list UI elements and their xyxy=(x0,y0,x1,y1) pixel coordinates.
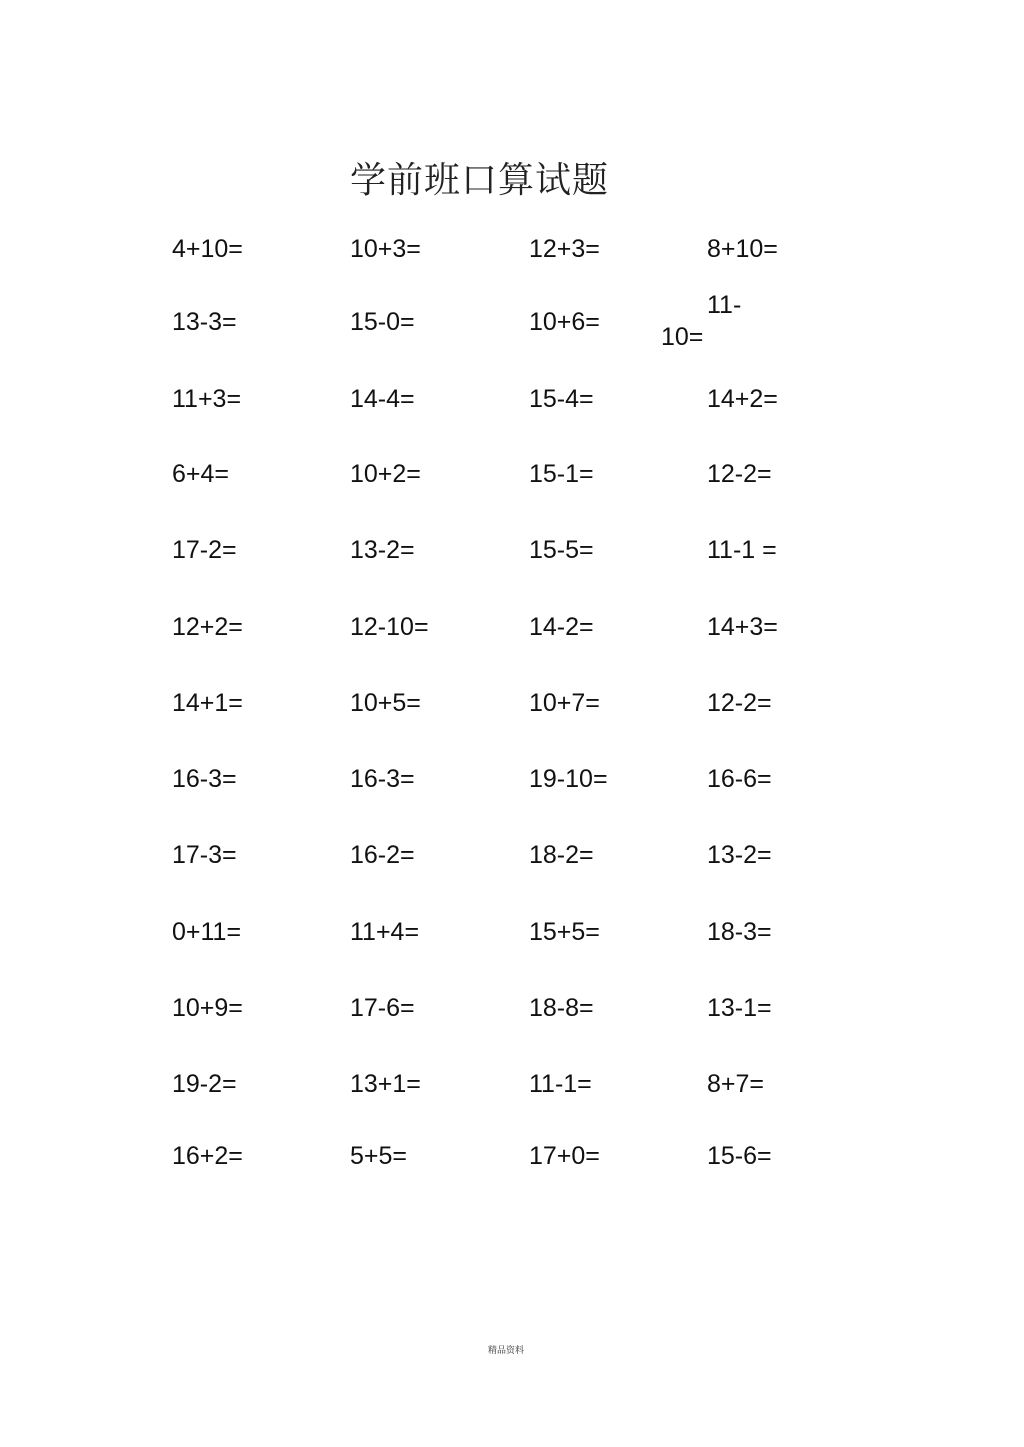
problem-r3-c2: 14-4= xyxy=(350,385,415,413)
problem-r6-c4: 14+3= xyxy=(707,613,778,641)
problem-r5-c4: 11-1 = xyxy=(707,536,777,564)
problem-r13-c2: 5+5= xyxy=(350,1142,408,1170)
problem-r10-c2: 11+4= xyxy=(350,918,420,946)
problem-r8-c1: 16-3= xyxy=(172,765,237,793)
problem-r3-c1: 11+3= xyxy=(172,385,242,413)
problem-r7-c3: 10+7= xyxy=(529,689,600,717)
problem-r9-c3: 18-2= xyxy=(529,841,594,869)
problem-r4-c1: 6+4= xyxy=(172,460,230,488)
problem-r11-c1: 10+9= xyxy=(172,994,243,1022)
problem-r12-c1: 19-2= xyxy=(172,1070,237,1098)
problem-r10-c1: 0+11= xyxy=(172,918,242,946)
problem-r1-c3: 12+3= xyxy=(529,235,600,263)
problem-r2-c3: 10+6= xyxy=(529,308,600,336)
problem-r5-c3: 15-5= xyxy=(529,536,594,564)
problem-r3-c4: 14+2= xyxy=(707,385,778,413)
problem-line-2: 10= xyxy=(661,323,704,351)
problem-r6-c3: 14-2= xyxy=(529,613,594,641)
problem-r9-c4: 13-2= xyxy=(707,841,772,869)
problem-r12-c2: 13+1= xyxy=(350,1070,421,1098)
problem-r2-c2: 15-0= xyxy=(350,308,415,336)
problem-r1-c1: 4+10= xyxy=(172,235,243,263)
problem-r3-c3: 15-4= xyxy=(529,385,594,413)
problem-r10-c4: 18-3= xyxy=(707,918,772,946)
problem-r4-c4: 12-2= xyxy=(707,460,772,488)
problem-r4-c3: 15-1= xyxy=(529,460,594,488)
problem-r7-c2: 10+5= xyxy=(350,689,421,717)
problem-r12-c4: 8+7= xyxy=(707,1070,765,1098)
problem-r13-c4: 15-6= xyxy=(707,1142,772,1170)
problem-r9-c1: 17-3= xyxy=(172,841,237,869)
problem-r6-c1: 12+2= xyxy=(172,613,243,641)
problem-r1-c4: 8+10= xyxy=(707,235,778,263)
problem-r12-c3: 11-1= xyxy=(529,1070,592,1098)
problem-r4-c2: 10+2= xyxy=(350,460,421,488)
problem-r10-c3: 15+5= xyxy=(529,918,600,946)
problem-r6-c2: 12-10= xyxy=(350,613,429,641)
footer-note: 精品资料 xyxy=(488,1345,525,1355)
problem-line-1: 11- xyxy=(707,291,742,319)
problem-r11-c2: 17-6= xyxy=(350,994,415,1022)
problem-r9-c2: 16-2= xyxy=(350,841,415,869)
problem-r5-c2: 13-2= xyxy=(350,536,415,564)
problem-r2-c1: 13-3= xyxy=(172,308,237,336)
problem-r13-c3: 17+0= xyxy=(529,1142,600,1170)
problem-r8-c2: 16-3= xyxy=(350,765,415,793)
problem-r5-c1: 17-2= xyxy=(172,536,237,564)
page-title: 学前班口算试题 xyxy=(350,160,610,201)
problem-r11-c4: 13-1= xyxy=(707,994,772,1022)
problem-r8-c3: 19-10= xyxy=(529,765,608,793)
problem-r13-c1: 16+2= xyxy=(172,1142,243,1170)
problem-r1-c2: 10+3= xyxy=(350,235,421,263)
problem-r7-c1: 14+1= xyxy=(172,689,243,717)
problem-r11-c3: 18-8= xyxy=(529,994,594,1022)
problem-r7-c4: 12-2= xyxy=(707,689,772,717)
problem-r8-c4: 16-6= xyxy=(707,765,772,793)
